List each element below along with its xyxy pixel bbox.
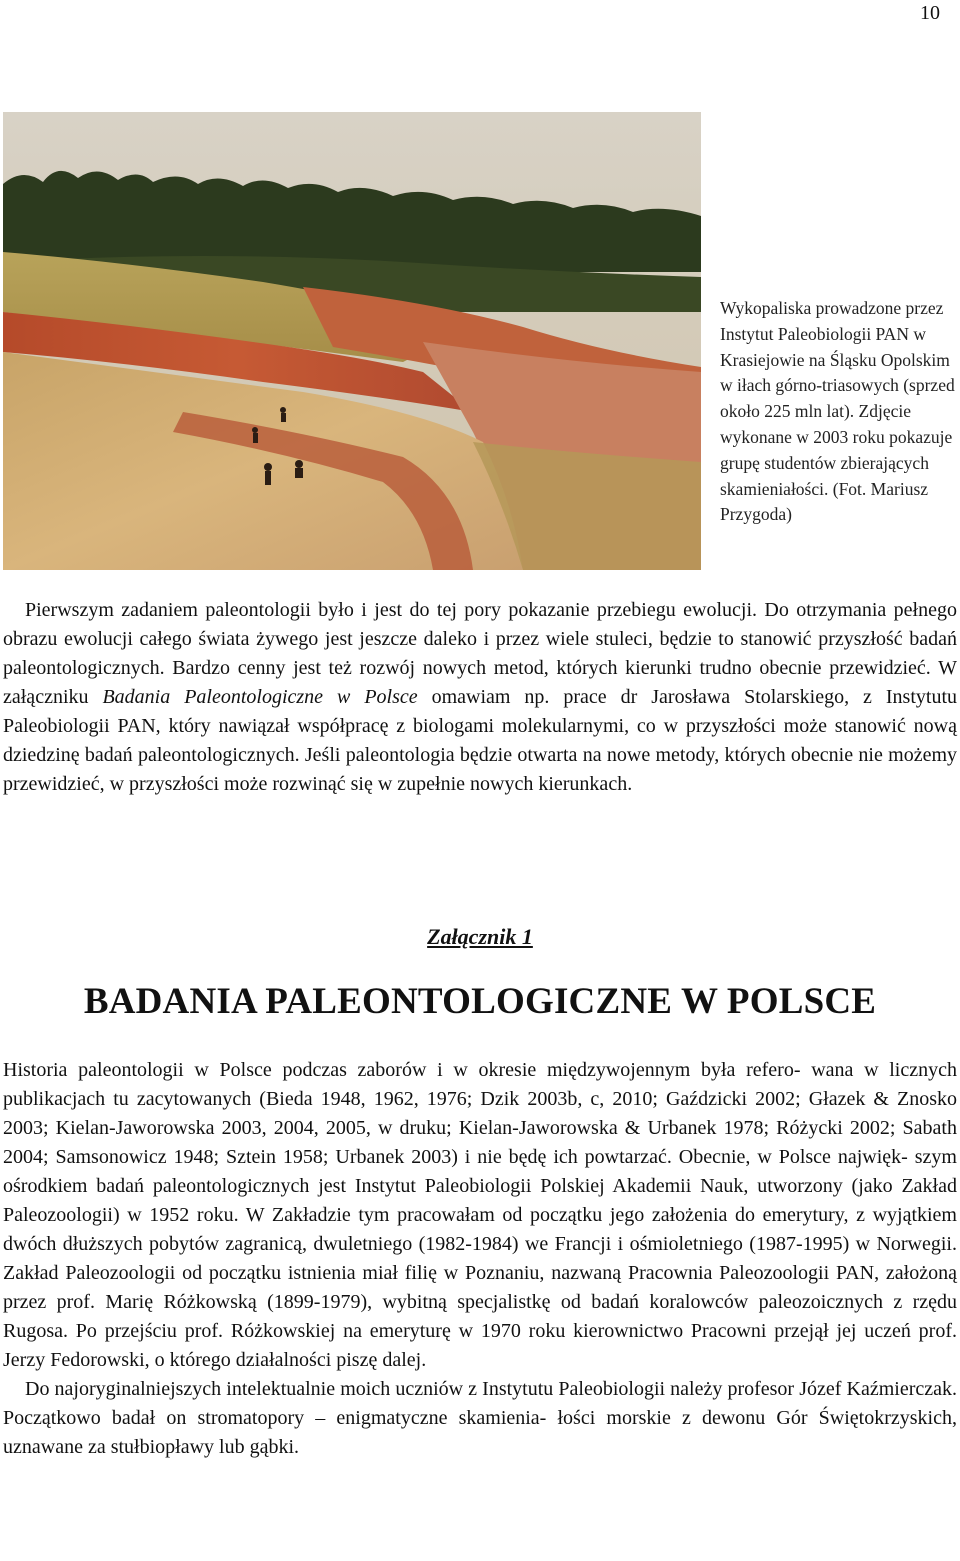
photo-caption: Wykopaliska prowadzone przez Instytut Paleobiologii PAN w Krasiejowie na Śląsku Opolskim w iłach górno-triasowych (sprzed około 225 mln lat). Zdjęcie wykonane w 2003 roku pokazuje grupę studentów zbierających skamieniałości. (Fot. Mariusz Przygoda) bbox=[720, 298, 955, 525]
paragraph-3: Do najoryginalniejszych intelektualnie moich uczniów z Instytutu Paleobiologii należy profesor Józef Kaźmierczak. Początkowo badał on stromatopory – enigmatyczne skamienia- łości morskie z dewonu Gór Świętokrzyskich, uznawane za stułbiopławy lub gąbki. bbox=[3, 1378, 957, 1458]
appendix-reference: Badania Paleontologiczne w Polsce bbox=[102, 686, 418, 708]
paragraph-group bbox=[3, 1056, 957, 1462]
page-number: 10 bbox=[920, 2, 940, 24]
paragraph-1-text-a: Pierwszym zadaniem paleontologii było i jest do tej pory pokazanie przebiegu ewolucji. Do otrzymania pełnego obrazu ewolucji całego świata żywego jest jeszcze daleko i przez wiele stuleci, będzie to stanowić przyszłość badań paleontologicznych. Bardzo cenny jest też rozwój nowych metod, których kierunki trudno obecnie przewidzieć. W załączniku bbox=[3, 599, 957, 708]
appendix-label: Załącznik 1 bbox=[427, 924, 533, 949]
excavation-photo bbox=[3, 112, 701, 570]
paragraph-2: Historia paleontologii w Polsce podczas zaborów i w okresie międzywojennym była refero- wana w licznych publikacjach tu zacytowanych (Bieda 1948, 1962, 1976; Dzik 2003b, c, 2010; Gaździcki 2002; Głazek & Znosko 2003; Kielan-Jaworowska 2003, 2004, 2005, w druku; Kielan-Jaworowska & Urbanek 1978; Różycki 2002; Sabath 2004; Samsonowicz 1948; Sztein 1958; Urbanek 2003) i nie będę ich powtarzać. Obecnie, w Polsce najwięk- szym ośrodkiem badań paleontologicznych jest Instytut Paleobiologii Polskiej Akademii Nauk, utworzony (jako Zakład Paleozoologii) w 1952 roku. W Zakładzie tym pracowałam od początku jego założenia do emerytury, z wyjątkiem dwóch dłuższych pobytów zagranicą, dwuletniego (1982-1984) we Francji i ośmioletniego (1987-1995) w Norwegii. Zakład Paleozoologii od początku istnienia miał filię w Poznaniu, nazwaną Pracownia Paleozoologii PAN, założoną przez prof. Marię Różkowską (1899-1979), wybitną specjalistkę od badań koralowców paleozoicznych z rzędu Rugosa. Po przejściu prof. Różkowskiej na emeryturę w 1970 roku kierownictwo Pracowni przejął jej uczeń prof. Jerzy Fedorowski, o którego działalności piszę dalej. bbox=[3, 1059, 957, 1371]
paragraph-1 bbox=[3, 596, 957, 799]
paragraph-1-text-b: omawiam np. prace dr Jarosława Stolarskiego, z Instytutu Paleobiologii PAN, który nawiązał współpracę z biologami molekularnymi, co w przyszłości może stanowić nową dziedzinę badań paleontologicznych. Jeśli paleontologia będzie otwarta na nowe metody, których obecnie nie możemy przewidzieć, w przyszłości może rozwinąć się w zupełnie nowych kierunkach. bbox=[3, 686, 958, 795]
section-title: BADANIA PALEONTOLOGICZNE W POLSCE bbox=[83, 981, 877, 1022]
